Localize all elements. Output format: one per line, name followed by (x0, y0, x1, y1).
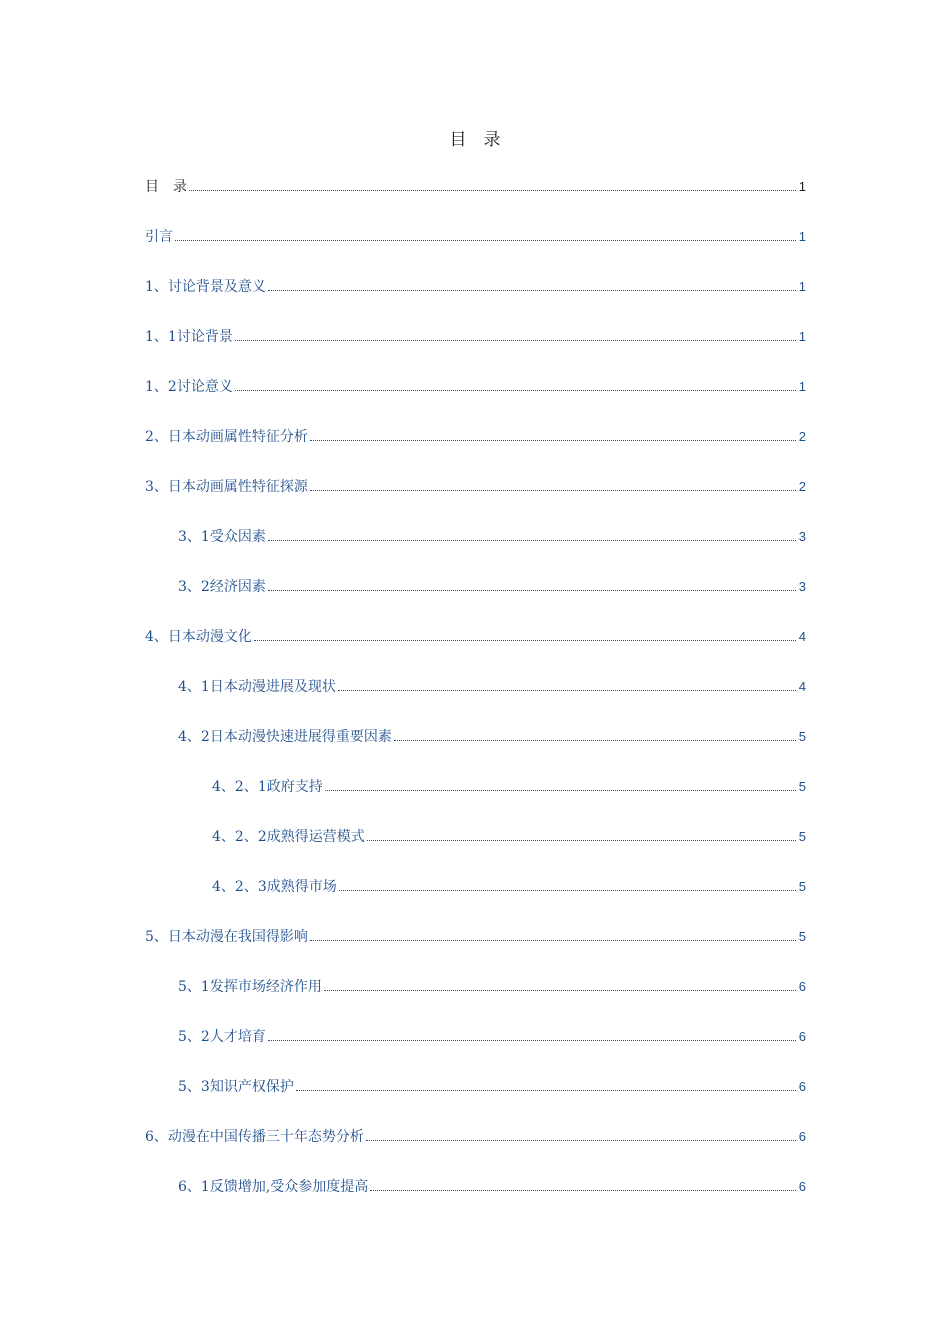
toc-page-number: 1 (798, 329, 806, 344)
toc-page-number: 2 (798, 429, 806, 444)
toc-page-number: 6 (798, 1079, 806, 1094)
toc-page-number: 3 (798, 529, 806, 544)
toc-page-number: 3 (798, 579, 806, 594)
toc-entry-text: 4、2日本动漫快速进展得重要因素 (178, 729, 392, 745)
toc-dot-leader (338, 690, 796, 691)
toc-entry-4-2-1[interactable] (212, 773, 806, 797)
toc-page-number: 5 (798, 779, 806, 794)
toc-entry-1-1[interactable] (145, 323, 806, 347)
toc-page-number: 5 (798, 829, 806, 844)
toc-entry-text: 6、动漫在中国传播三十年态势分析 (145, 1129, 364, 1145)
toc-entry-text: 3、2经济因素 (178, 579, 266, 595)
toc-entry-text: 4、2、3成熟得市场 (212, 879, 337, 895)
toc-entry-text: 5、2人才培育 (178, 1029, 266, 1045)
toc-dot-leader (235, 340, 796, 341)
toc-entry-text: 5、3知识产权保护 (178, 1079, 294, 1095)
toc-entry-text: 4、2、1政府支持 (212, 779, 323, 795)
toc-entry-text: 1、2讨论意义 (145, 379, 233, 395)
toc-entry-4-2-3[interactable] (212, 873, 806, 897)
toc-dot-leader (366, 1140, 796, 1141)
toc-dot-leader (268, 590, 796, 591)
toc-page-number: 1 (798, 179, 806, 194)
toc-entry-4-1[interactable] (178, 673, 806, 697)
toc-entry-3[interactable] (145, 473, 806, 497)
toc-entry-6[interactable] (145, 1123, 806, 1147)
toc-entry-text: 引言 (145, 229, 173, 245)
toc-page-number: 5 (798, 879, 806, 894)
toc-entry-text: 6、1反馈增加,受众参加度提高 (178, 1179, 369, 1195)
toc-page-number: 5 (798, 929, 806, 944)
toc-entry-3-2[interactable] (178, 573, 806, 597)
toc-entry-text: 2、日本动画属性特征分析 (145, 429, 308, 445)
toc-entry-4-2[interactable] (178, 723, 806, 747)
toc-dot-leader (367, 840, 796, 841)
toc-page-number: 1 (798, 279, 806, 294)
toc-dot-leader (296, 1090, 796, 1091)
toc-entry-text: 1、1讨论背景 (145, 329, 233, 345)
toc-page-number: 6 (798, 1029, 806, 1044)
toc-page-number: 1 (798, 229, 806, 244)
toc-dot-leader (235, 390, 796, 391)
toc-entry-5-1[interactable] (178, 973, 806, 997)
toc-dot-leader (310, 490, 796, 491)
toc-entry-4-2-2[interactable] (212, 823, 806, 847)
toc-entry-5-3[interactable] (178, 1073, 806, 1097)
toc-dot-leader (268, 1040, 796, 1041)
toc-entry-4[interactable] (145, 623, 806, 647)
toc-entry-2[interactable] (145, 423, 806, 447)
toc-page-number: 2 (798, 479, 806, 494)
toc-entry-1[interactable] (145, 273, 806, 297)
toc-entry-1-2[interactable] (145, 373, 806, 397)
toc-entry-text: 3、日本动画属性特征探源 (145, 479, 308, 495)
toc-dot-leader (268, 290, 796, 291)
toc-dot-leader (268, 540, 796, 541)
toc-page-number: 6 (798, 979, 806, 994)
toc-entry-text: 5、1发挥市场经济作用 (178, 979, 322, 995)
toc-page-number: 4 (798, 679, 806, 694)
toc-dot-leader (324, 990, 796, 991)
toc-dot-leader (394, 740, 796, 741)
toc-entry-5[interactable] (145, 923, 806, 947)
toc-entry-text: 4、2、2成熟得运营模式 (212, 829, 365, 845)
toc-dot-leader (339, 890, 796, 891)
toc-entry-text: 4、1日本动漫进展及现状 (178, 679, 336, 695)
toc-entry-text: 4、日本动漫文化 (145, 629, 252, 645)
toc-entry-introduction[interactable] (145, 223, 806, 247)
toc-dot-leader (310, 940, 796, 941)
toc-page-number: 6 (798, 1129, 806, 1144)
toc-dot-leader (370, 1190, 796, 1191)
toc-page-number: 4 (798, 629, 806, 644)
toc-entry-text: 5、日本动漫在我国得影响 (145, 929, 308, 945)
toc-dot-leader (189, 190, 796, 191)
toc-dot-leader (310, 440, 796, 441)
toc-entry-mulu[interactable] (145, 173, 806, 197)
toc-entry-text: 目 录 (145, 179, 187, 195)
toc-dot-leader (175, 240, 796, 241)
toc-dot-leader (254, 640, 796, 641)
toc-page-number: 1 (798, 379, 806, 394)
toc-entry-3-1[interactable] (178, 523, 806, 547)
toc-heading: 目 录 (449, 130, 501, 150)
toc-entry-5-2[interactable] (178, 1023, 806, 1047)
toc-page-number: 5 (798, 729, 806, 744)
toc-entry-6-1[interactable] (178, 1173, 806, 1197)
toc-entry-text: 1、讨论背景及意义 (145, 279, 266, 295)
toc-entry-text: 3、1受众因素 (178, 529, 266, 545)
toc-dot-leader (325, 790, 796, 791)
toc-page-number: 6 (798, 1179, 806, 1194)
